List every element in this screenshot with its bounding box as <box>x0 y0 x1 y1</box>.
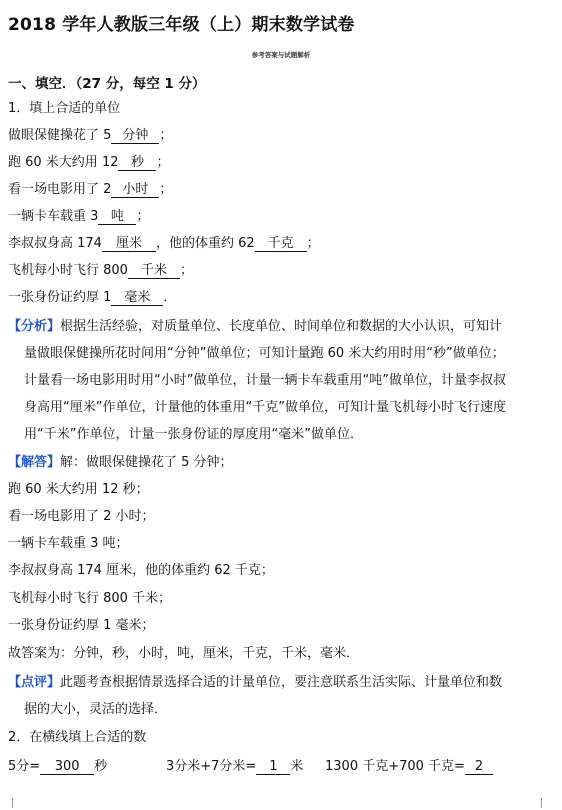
answer-blank: 2 <box>465 760 493 775</box>
q1-item-punct: ； <box>179 263 193 278</box>
q1-item-punct: ； <box>159 182 173 197</box>
q1-item-punct: ； <box>306 236 320 251</box>
q2-unit: 秒 <box>94 759 108 774</box>
solution-line-6: 飞机每小时飞行 800 千米； <box>8 591 172 606</box>
solution-line-5: 李叔叔身高 174 厘米，他的体重约 62 千克； <box>8 563 274 578</box>
answer-blank: 秒 <box>118 156 156 171</box>
answer-blank: 厘米 <box>102 237 156 252</box>
comment-text: 此题考查根据情景选择合适的计量单位，要注意联系生活实际、计量单位和数 <box>60 675 503 690</box>
comment-tag: 【点评】 <box>8 675 61 690</box>
answer-blank: 分钟 <box>111 129 159 144</box>
analysis-tag: 【分析】 <box>8 319 61 334</box>
q1-item-text: 一辆卡车载重 3 <box>8 209 99 224</box>
q1-item-punct: ． <box>163 290 177 305</box>
solution-line-1 <box>8 455 233 471</box>
question-2-label: 2．在横线填上合适的数 <box>8 730 147 745</box>
answer-blank: 300 <box>40 760 94 775</box>
q1-item-5 <box>8 236 320 252</box>
q1-item-punct: ； <box>156 155 170 170</box>
answer-blank: 千米 <box>128 264 180 279</box>
q1-item-punct: ； <box>136 209 150 224</box>
solution-tag: 【解答】 <box>8 455 61 470</box>
solution-line-8: 故答案为：分钟，秒，小时，吨，厘米，千克，千米，毫米． <box>8 646 360 661</box>
answer-blank: 1 <box>256 760 290 775</box>
page-title: 2018 学年人教版三年级（上）期末数学试卷 <box>8 15 355 35</box>
answer-blank: 毫米 <box>111 291 163 306</box>
answer-blank: 千克 <box>255 237 307 252</box>
q1-item-2 <box>8 155 170 171</box>
solution-line-3: 看一场电影用了 2 小时； <box>8 509 155 524</box>
q1-item-4 <box>8 209 149 225</box>
analysis-text: 根据生活经验，对质量单位、长度单位、时间单位和数据的大小认识，可知计 <box>60 319 503 334</box>
solution-line-2: 跑 60 米大约用 12 秒； <box>8 482 149 497</box>
solution-line-4: 一辆卡车载重 3 吨； <box>8 536 129 551</box>
q2-text: 5分= <box>8 759 41 774</box>
analysis-line-3: 计量看一场电影用时用“小时”做单位，计量一辆卡车载重用“吨”做单位，计量李叔叔 <box>24 373 506 388</box>
q1-item-text: 飞机每小时飞行 800 <box>8 263 128 278</box>
analysis-line-4: 身高用“厘米”作单位，计量他的体重用“千克”做单位，可知计量飞机每小时飞行速度 <box>24 400 506 415</box>
question-1-label: 1．填上合适的单位 <box>8 101 121 116</box>
q1-item-text: 跑 60 米大约用 12 <box>8 155 119 170</box>
q1-item-text: 看一场电影用了 2 <box>8 182 112 197</box>
q2-text: 3分米+7分米= <box>166 759 257 774</box>
analysis-line-2: 量做眼保健操所花时间用“分钟”做单位；可知计量跑 60 米大约用时用“秒”做单位； <box>24 346 505 361</box>
analysis-line-5: 用“千米”作单位，计量一张身份证的厚度用“毫米”做单位． <box>24 427 363 442</box>
answer-blank: 吨 <box>98 210 136 225</box>
q1-item-text: 一张身份证约厚 1 <box>8 290 112 305</box>
page-subtitle: 参考答案与试题解析 <box>251 51 311 59</box>
q1-item-text: 做眼保健操花了 5 <box>8 128 112 143</box>
q2-blank-2 <box>166 759 303 775</box>
q1-item-6 <box>8 263 193 279</box>
q2-blank-3 <box>325 759 493 775</box>
solution-text: 解：做眼保健操花了 5 分钟； <box>60 455 233 470</box>
q1-item-text: ，他的体重约 62 <box>155 236 255 251</box>
q2-text: 1300 千克+700 千克= <box>325 759 465 774</box>
comment-line-2: 据的大小，灵活的选择． <box>24 702 168 717</box>
q2-blank-1 <box>8 759 107 775</box>
answer-blank: 小时 <box>111 183 159 198</box>
analysis-line-1 <box>8 319 502 335</box>
page-corner-mark <box>0 798 13 808</box>
q2-unit: 米 <box>290 759 304 774</box>
q1-item-7 <box>8 290 176 306</box>
q1-item-1 <box>8 128 172 144</box>
section-heading: 一、填空．（27 分，每空 1 分） <box>8 76 206 92</box>
page-corner-mark <box>541 798 554 808</box>
q1-item-text: 李叔叔身高 174 <box>8 236 102 251</box>
q1-item-punct: ； <box>159 128 173 143</box>
q1-item-3 <box>8 182 172 198</box>
comment-line-1 <box>8 675 502 691</box>
solution-line-7: 一张身份证约厚 1 毫米； <box>8 618 155 633</box>
